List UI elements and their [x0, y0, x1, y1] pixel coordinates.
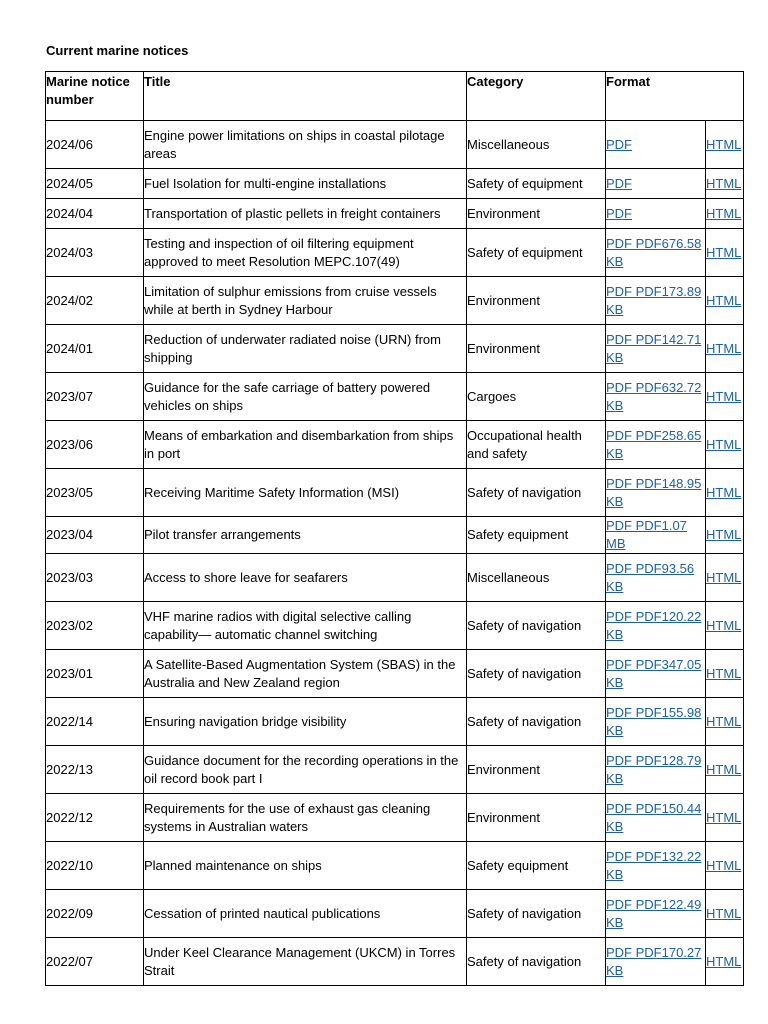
pdf-link[interactable]: PDF [606, 205, 632, 221]
html-link[interactable]: HTML [706, 617, 742, 633]
html-link[interactable]: HTML [706, 388, 742, 404]
notice-number: 2024/06 [46, 121, 144, 169]
format-pdf-cell [606, 277, 706, 325]
notice-number: 2024/05 [46, 169, 144, 199]
format-pdf-cell [606, 746, 706, 794]
pdf-link[interactable]: PDF PDF148.95 KB [606, 475, 702, 509]
format-html-cell [706, 373, 744, 421]
notice-title: Planned maintenance on ships [144, 842, 467, 890]
notice-category: Environment [467, 199, 606, 229]
notice-title: Guidance for the safe carriage of battery powered vehicles on ships [144, 373, 467, 421]
html-link[interactable]: HTML [706, 761, 742, 777]
table-row [46, 229, 744, 277]
format-html-cell [706, 325, 744, 373]
notice-title: Transportation of plastic pellets in freight containers [144, 199, 467, 229]
pdf-link[interactable]: PDF PDF128.79 KB [606, 752, 702, 786]
notice-number: 2022/12 [46, 794, 144, 842]
notice-number: 2022/14 [46, 698, 144, 746]
format-html-cell [706, 421, 744, 469]
notice-title: Access to shore leave for seafarers [144, 554, 467, 602]
table-row [46, 517, 744, 554]
format-pdf-cell [606, 602, 706, 650]
format-pdf-cell [606, 169, 706, 199]
pdf-link[interactable]: PDF PDF150.44 KB [606, 800, 702, 834]
table-row [46, 199, 744, 229]
notice-title: Ensuring navigation bridge visibility [144, 698, 467, 746]
format-pdf-cell [606, 229, 706, 277]
table-row [46, 277, 744, 325]
notice-category: Miscellaneous [467, 554, 606, 602]
table-row [46, 554, 744, 602]
format-pdf-cell [606, 794, 706, 842]
pdf-link[interactable]: PDF PDF632.72 KB [606, 379, 702, 413]
html-link[interactable]: HTML [706, 809, 742, 825]
notice-category: Safety of navigation [467, 890, 606, 938]
format-pdf-cell [606, 698, 706, 746]
notice-title: VHF marine radios with digital selective calling capability— automatic channel switching [144, 602, 467, 650]
notice-title: Means of embarkation and disembarkation from ships in port [144, 421, 467, 469]
format-html-cell [706, 938, 744, 986]
html-link[interactable]: HTML [706, 136, 742, 152]
table-caption: Current marine notices [46, 43, 189, 58]
notice-category: Safety of navigation [467, 938, 606, 986]
notice-number: 2022/09 [46, 890, 144, 938]
table-row [46, 650, 744, 698]
format-pdf-cell [606, 842, 706, 890]
notice-number: 2022/13 [46, 746, 144, 794]
notice-title: Under Keel Clearance Management (UKCM) in Torres Strait [144, 938, 467, 986]
notice-category: Safety equipment [467, 842, 606, 890]
format-html-cell [706, 842, 744, 890]
format-pdf-cell [606, 373, 706, 421]
pdf-link[interactable]: PDF PDF347.05 KB [606, 656, 702, 690]
format-html-cell [706, 169, 744, 199]
notice-category: Cargoes [467, 373, 606, 421]
format-html-cell [706, 277, 744, 325]
format-html-cell [706, 554, 744, 602]
notice-number: 2023/06 [46, 421, 144, 469]
html-link[interactable]: HTML [706, 713, 742, 729]
notice-title: Reduction of underwater radiated noise (URN) from shipping [144, 325, 467, 373]
notice-number: 2023/04 [46, 517, 144, 554]
html-link[interactable]: HTML [706, 205, 742, 221]
notice-category: Environment [467, 794, 606, 842]
pdf-link[interactable]: PDF PDF132.22 KB [606, 848, 702, 882]
format-html-cell [706, 602, 744, 650]
pdf-link[interactable]: PDF PDF1.07 MB [606, 518, 687, 551]
format-pdf-cell [606, 890, 706, 938]
pdf-link[interactable]: PDF [606, 175, 632, 191]
format-html-cell [706, 517, 744, 554]
notice-title: Receiving Maritime Safety Information (MSI) [144, 469, 467, 517]
notice-category: Environment [467, 746, 606, 794]
table-row [46, 469, 744, 517]
format-pdf-cell [606, 469, 706, 517]
pdf-link[interactable]: PDF PDF122.49 KB [606, 896, 702, 930]
notice-number: 2024/04 [46, 199, 144, 229]
table-row [46, 169, 744, 199]
html-link[interactable]: HTML [706, 857, 742, 873]
table-body [46, 121, 744, 986]
table-row [46, 890, 744, 938]
header-number: Marine notice number [46, 72, 144, 121]
html-link[interactable]: HTML [706, 292, 742, 308]
format-pdf-cell [606, 325, 706, 373]
pdf-link[interactable]: PDF PDF155.98 KB [606, 704, 702, 738]
notice-title: Requirements for the use of exhaust gas cleaning systems in Australian waters [144, 794, 467, 842]
format-html-cell [706, 199, 744, 229]
notice-category: Occupational health and safety [467, 421, 606, 469]
header-row [46, 72, 744, 121]
format-html-cell [706, 650, 744, 698]
html-link[interactable]: HTML [706, 436, 742, 452]
notice-title: Engine power limitations on ships in coastal pilotage areas [144, 121, 467, 169]
notice-number: 2023/02 [46, 602, 144, 650]
header-category: Category [467, 72, 606, 121]
table-row [46, 373, 744, 421]
html-link[interactable]: HTML [706, 953, 742, 969]
notice-category: Safety of navigation [467, 698, 606, 746]
notice-category: Safety of navigation [467, 602, 606, 650]
notice-number: 2022/07 [46, 938, 144, 986]
format-html-cell [706, 890, 744, 938]
notice-title: Cessation of printed nautical publications [144, 890, 467, 938]
format-pdf-cell [606, 938, 706, 986]
pdf-link[interactable]: PDF PDF173.89 KB [606, 283, 702, 317]
table-row [46, 698, 744, 746]
format-html-cell [706, 794, 744, 842]
pdf-link[interactable]: PDF PDF170.27 KB [606, 944, 702, 978]
pdf-link[interactable]: PDF [606, 136, 632, 152]
marine-notices-table [45, 71, 744, 986]
pdf-link[interactable]: PDF PDF142.71 KB [606, 331, 702, 365]
notice-title: Guidance document for the recording operations in the oil record book part I [144, 746, 467, 794]
notice-category: Safety of navigation [467, 650, 606, 698]
table-row [46, 842, 744, 890]
notice-number: 2022/10 [46, 842, 144, 890]
format-pdf-cell [606, 517, 706, 554]
html-link[interactable]: HTML [706, 484, 742, 500]
notice-number: 2024/03 [46, 229, 144, 277]
format-pdf-cell [606, 554, 706, 602]
table-row [46, 325, 744, 373]
header-format: Format [606, 72, 744, 121]
notice-number: 2023/05 [46, 469, 144, 517]
html-link[interactable]: HTML [706, 244, 742, 260]
notice-title: Fuel Isolation for multi-engine installations [144, 169, 467, 199]
format-html-cell [706, 469, 744, 517]
notice-category: Safety of equipment [467, 169, 606, 199]
format-pdf-cell [606, 121, 706, 169]
table-row [46, 121, 744, 169]
notice-title: Pilot transfer arrangements [144, 517, 467, 554]
pdf-link[interactable]: PDF PDF258.65 KB [606, 427, 702, 461]
notice-number: 2024/01 [46, 325, 144, 373]
table-row [46, 746, 744, 794]
format-html-cell [706, 229, 744, 277]
format-pdf-cell [606, 199, 706, 229]
notice-number: 2023/01 [46, 650, 144, 698]
format-html-cell [706, 746, 744, 794]
table-row [46, 421, 744, 469]
notice-category: Environment [467, 277, 606, 325]
html-link[interactable]: HTML [706, 905, 742, 921]
notice-category: Environment [467, 325, 606, 373]
table-row [46, 794, 744, 842]
html-link[interactable]: HTML [706, 527, 742, 542]
notice-title: Testing and inspection of oil filtering equipment approved to meet Resolution MEPC.107(49) [144, 229, 467, 277]
html-link[interactable]: HTML [706, 665, 742, 681]
header-title: Title [144, 72, 467, 121]
notice-number: 2023/07 [46, 373, 144, 421]
html-link[interactable]: HTML [706, 340, 742, 356]
notice-category: Miscellaneous [467, 121, 606, 169]
pdf-link[interactable]: PDF PDF676.58 KB [606, 235, 702, 269]
html-link[interactable]: HTML [706, 569, 742, 585]
pdf-link[interactable]: PDF PDF120.22 KB [606, 608, 702, 642]
notice-title: A Satellite-Based Augmentation System (SBAS) in the Australia and New Zealand region [144, 650, 467, 698]
format-html-cell [706, 698, 744, 746]
pdf-link[interactable]: PDF PDF93.56 KB [606, 560, 695, 594]
html-link[interactable]: HTML [706, 175, 742, 191]
notice-number: 2024/02 [46, 277, 144, 325]
notice-category: Safety of equipment [467, 229, 606, 277]
format-pdf-cell [606, 650, 706, 698]
table-row [46, 938, 744, 986]
notice-title: Limitation of sulphur emissions from cruise vessels while at berth in Sydney Harbour [144, 277, 467, 325]
table-row [46, 602, 744, 650]
format-pdf-cell [606, 421, 706, 469]
notice-category: Safety of navigation [467, 469, 606, 517]
notice-number: 2023/03 [46, 554, 144, 602]
notice-category: Safety equipment [467, 517, 606, 554]
format-html-cell [706, 121, 744, 169]
